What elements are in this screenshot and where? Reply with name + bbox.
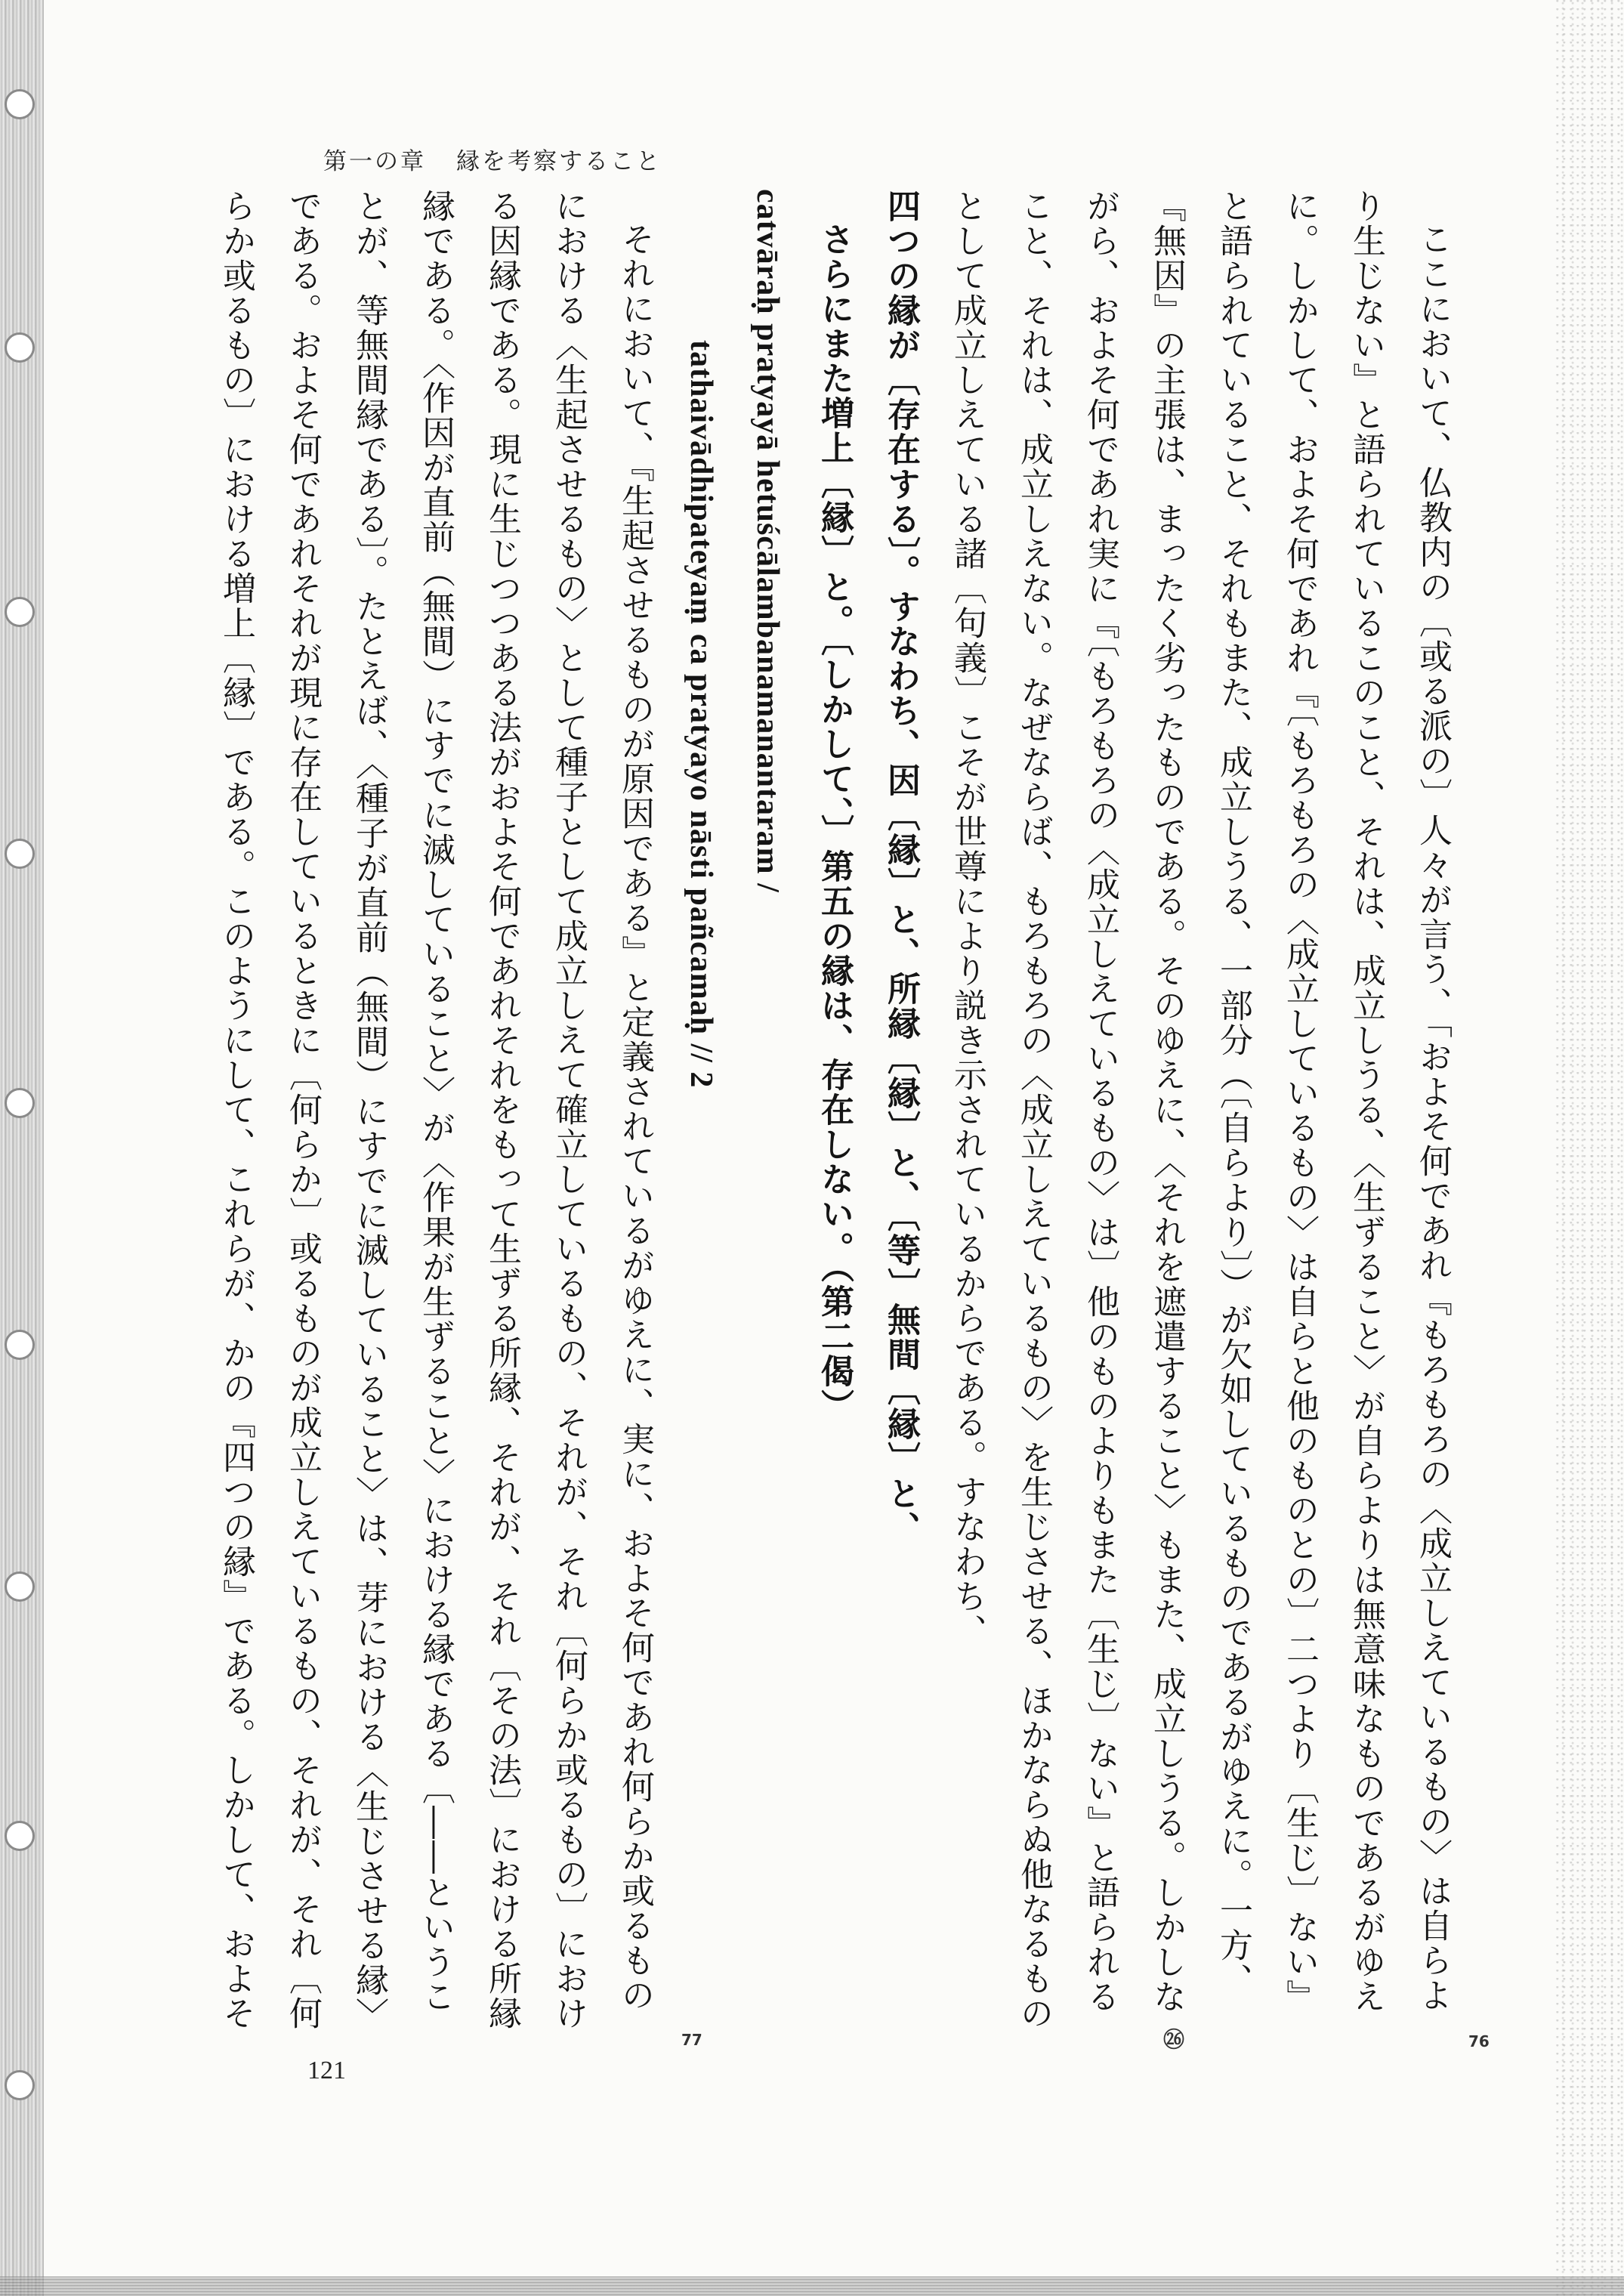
commentary-paragraph: それにおいて、『生起させるものが原因である』と定義されているがゆえに、実に、およそ何であれ何らか或るものにおける〈生起させるもの〉として種子として成立しえて確立しているもの、それが、それ〔何らか或るもの〕における因縁である。現に生じつつある法がおよそ何であれそれをもって生ずる所縁、それが、それ〔その法〕における所縁縁である。〈作因が直前（無間）にすでに滅していること〉が〈作果が生ずること〉における縁である〔――ということが、等無間縁である〕。たとえば、〈種子が直前（無間）にすでに滅していること〉は、芽における〈生じさせる縁〉である。およそ何であれそれが現に存在しているときに〔何らか〕或るものが成立しえているもの、それが、それ〔何らか或るもの〕における増上〔縁〕である。このようにして、これらが、かの『四つの縁』である。しかして、およそ xyxy=(217,189,654,2032)
scan-noise xyxy=(1556,0,1624,2296)
vertical-body-text xyxy=(217,189,1465,2032)
running-head xyxy=(323,142,692,176)
chapter-label: 第一の章 xyxy=(323,148,426,175)
punch-hole xyxy=(5,1088,35,1118)
page-number: 121 xyxy=(307,2057,346,2084)
punch-hole xyxy=(5,2070,35,2100)
chapter-title: 縁を考察すること xyxy=(456,148,662,175)
sanskrit-line-2: tathaivādhipateyaṃ ca pratyayo nāsti pañcamaḥ // 2 xyxy=(684,340,718,1089)
margin-note-76: 76 xyxy=(1468,2032,1490,2050)
punch-hole xyxy=(5,1571,35,1602)
verse-line-1: 四つの縁が〔存在する〕。すなわち、因〔縁〕と、所縁〔縁〕と、〔等〕無間〔縁〕と、 xyxy=(881,189,920,1546)
scan-bottom-edge xyxy=(0,2276,1624,2296)
margin-note-77: 77 xyxy=(681,2031,702,2049)
punch-hole xyxy=(5,1821,35,1851)
sanskrit-line-1: catvāraḥ pratyayā hetuścālambanamanantaram / xyxy=(750,189,785,893)
punch-hole xyxy=(5,839,35,869)
punch-hole xyxy=(5,597,35,627)
punch-hole xyxy=(5,1330,35,1360)
paragraph: ここにおいて、仏教内の〔或る派の〕人々が言う、「およそ何であれ『もろもろの〈成立しえているもの〉は自らより生じない』と語られているこのこと、それは、成立しうる、〈生ずること〉が自らよりは無意味なものであるがゆえに。しかして、およそ何であれ『〔もろもろの〈成立しているもの〉は自らと他のものとの〕二つより〔生じ〕ない』と語られていること、それもまた、成立しうる、一部分（〔自らより〕）が欠如しているものであるがゆえに。一方、『無因』の主張は、まったく劣ったものである。そのゆえに、〈それを遮遣すること〉もまた、成立しうる。しかしながら、およそ何であれ実に『〔もろもろの〈成立しえているもの〉は〕他のものよりもまた〔生じ〕ない』と語られること、それは、成立しえない。なぜならば、もろもろの〈成立しえているもの〉を生じさせる、ほかならぬ他なるものとして成立しえている諸〔句義〕こそが世尊により説き示されているからである。すなわち、 xyxy=(948,189,1452,2031)
verse-line-2: さらにまた増上〔縁〕と。〔しかして、〕第五の縁は、存在しない。（第二偈） xyxy=(815,222,854,1423)
punch-hole xyxy=(5,89,35,119)
punch-hole xyxy=(5,332,35,363)
margin-note-26: ㉖ xyxy=(1163,2027,1185,2052)
